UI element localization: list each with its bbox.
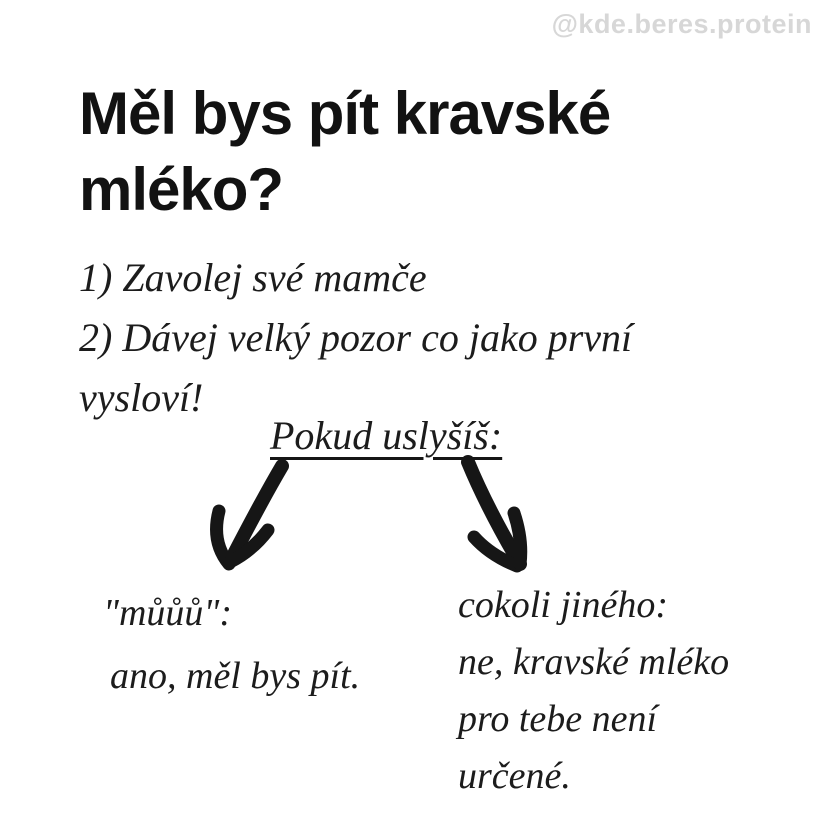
branch-moo: [103, 582, 360, 708]
branch-anything-else-result-line-1: ne, kravské mléko: [458, 641, 730, 683]
arrow-down-left-icon: [196, 458, 306, 578]
condition-label: Pokud uslyšíš:: [270, 413, 503, 458]
arrow-down-right-icon: [445, 452, 555, 578]
step-1: 1) Zavolej své mamče: [79, 255, 427, 300]
branch-anything-else: [458, 577, 729, 805]
page-title: [79, 76, 610, 228]
branch-anything-else-hear: cokoli jiného:: [458, 584, 668, 626]
step-2-line-1: 2) Dávej velký pozor co jako první: [79, 315, 633, 360]
watermark-handle: @kde.beres.protein: [551, 9, 812, 39]
branch-moo-result: ano, měl bys pít.: [110, 655, 361, 697]
step-2-line-2: vysloví!: [79, 375, 204, 420]
branch-anything-else-result-line-3: určené.: [458, 755, 571, 797]
title-line-1: Měl bys pít kravské: [79, 80, 611, 147]
branch-anything-else-result-line-2: pro tebe není: [458, 698, 658, 740]
branch-moo-hear: "můůů":: [103, 592, 233, 634]
title-line-2: mléko?: [79, 156, 284, 223]
instruction-steps: [79, 248, 632, 428]
